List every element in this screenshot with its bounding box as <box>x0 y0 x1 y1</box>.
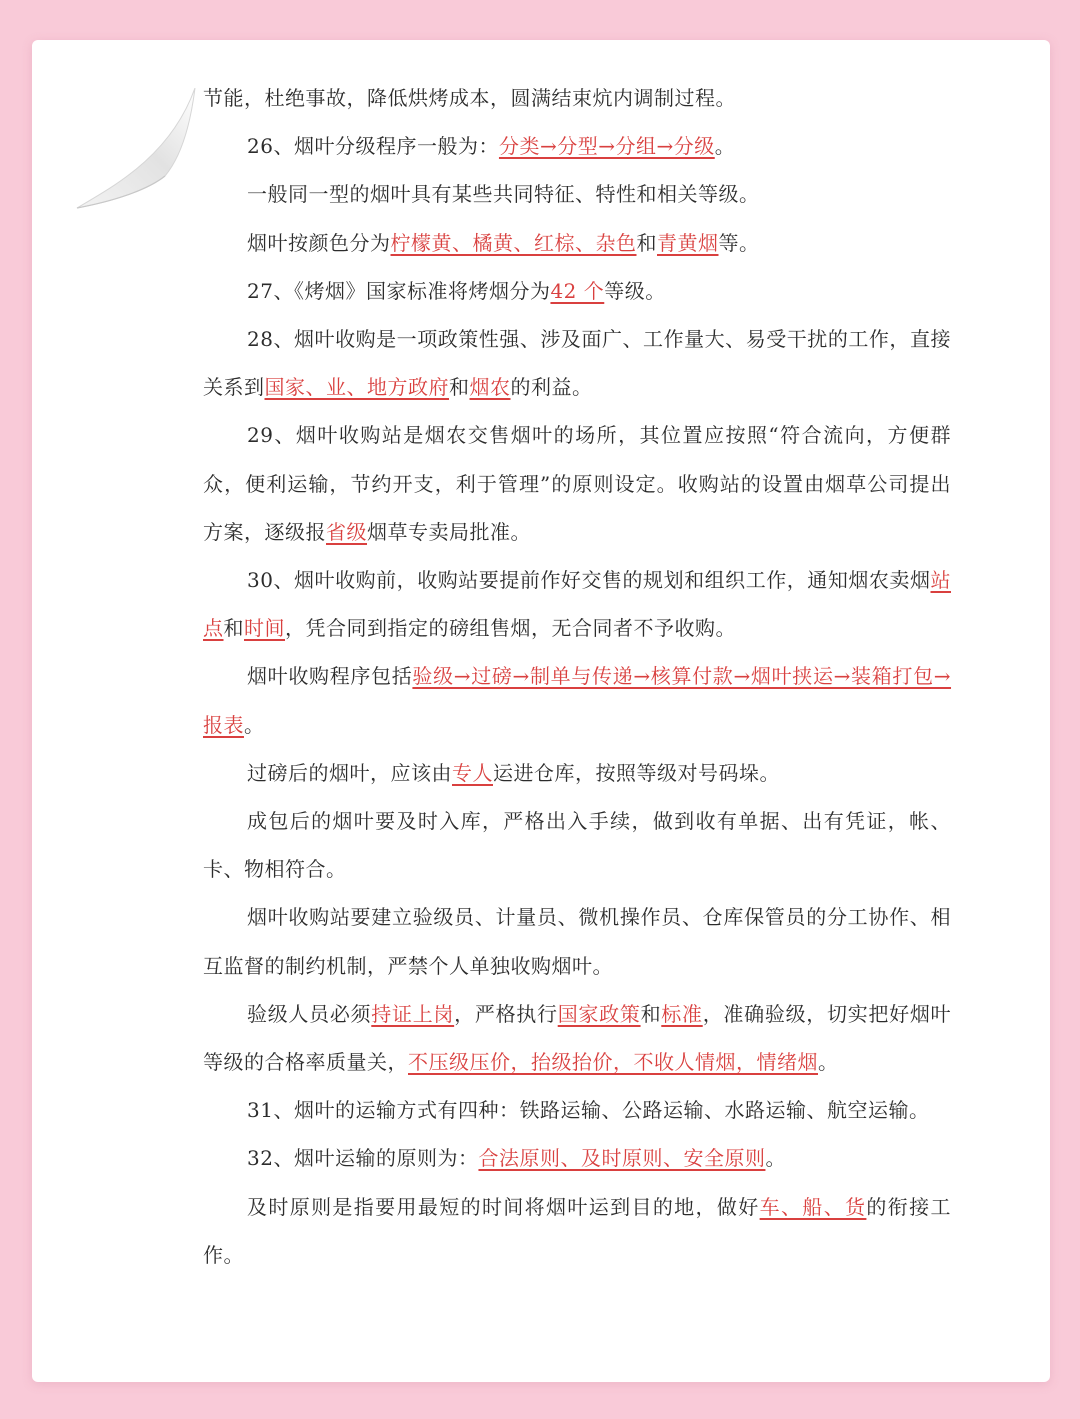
paragraph <box>203 122 951 170</box>
paragraph <box>203 749 951 797</box>
highlighted-answer: 验级→过磅→制单与传递→核算付款→烟叶挟运→装箱打包→报表 <box>203 664 952 737</box>
text-segment: 。 <box>244 712 265 737</box>
document-body <box>203 74 951 1279</box>
highlighted-answer: 专人 <box>452 760 493 785</box>
text-segment: 运进仓库，按照等级对号码垛。 <box>493 760 780 785</box>
paragraph <box>203 990 951 1086</box>
text-segment: 30、烟叶收购前，收购站要提前作好交售的规划和组织工作，通知烟农卖烟 <box>247 568 931 593</box>
highlighted-answer: 持证上岗 <box>371 1001 455 1026</box>
paragraph <box>203 556 951 652</box>
text-segment: 及时原则是指要用最短的时间将烟叶运到目的地，做好 <box>247 1194 760 1219</box>
highlighted-answer: 国家政策 <box>557 1001 641 1026</box>
text-segment: 26、烟叶分级程序一般为： <box>247 134 499 159</box>
text-segment: 节能，杜绝事故，降低烘烤成本，圆满结束炕内调制过程。 <box>203 86 736 110</box>
paragraph <box>203 797 951 893</box>
text-segment: 27、《烤烟》国家标准将烤烟分为 <box>247 278 551 303</box>
text-segment: 。 <box>818 1050 839 1075</box>
highlighted-answer: 标准 <box>661 1001 703 1026</box>
text-segment: 和 <box>636 230 657 255</box>
text-segment: 和 <box>223 616 244 641</box>
highlighted-answer: 青黄烟 <box>657 230 719 255</box>
text-segment: 烟草专卖局批准。 <box>367 519 531 544</box>
paragraph <box>203 74 951 122</box>
text-segment: 和 <box>449 375 470 400</box>
text-segment: 。 <box>765 1146 786 1171</box>
page-curl-decoration <box>40 88 200 214</box>
text-segment: ，准确验级，切实把好烟叶等级的合格率质量关， <box>203 1001 952 1075</box>
text-segment: 烟叶收购程序包括 <box>247 664 413 689</box>
text-segment: 29、烟叶收购站是烟农交售烟叶的场所，其位置应按照“符合流向，方便群众，便利运输，节约开支，利于管理”的原则设定。收购站的设置由烟草公司提出方案，逐级报 <box>203 423 951 544</box>
highlighted-answer: 合法原则、及时原则、安全原则 <box>478 1146 766 1171</box>
highlighted-answer: 分类→分型→分组→分级 <box>498 134 715 159</box>
text-segment: 一般同一型的烟叶具有某些共同特征、特性和相关等级。 <box>247 182 760 207</box>
text-segment: 验级人员必须 <box>247 1001 372 1026</box>
text-segment: 的利益。 <box>510 375 593 400</box>
highlighted-answer: 时间 <box>244 616 285 641</box>
paragraph <box>203 652 951 748</box>
highlighted-answer: 42 个 <box>550 278 605 303</box>
text-segment: 等。 <box>718 230 760 255</box>
text-segment: 和 <box>640 1001 662 1026</box>
highlighted-answer: 国家、业、地方政府 <box>264 375 449 400</box>
paragraph <box>203 1134 951 1182</box>
text-segment: ，凭合同到指定的磅组售烟，无合同者不予收购。 <box>285 616 736 641</box>
paragraph <box>203 267 951 315</box>
highlighted-answer: 车、船、货 <box>759 1194 867 1219</box>
highlighted-answer: 省级 <box>326 519 367 544</box>
paragraph <box>203 170 951 218</box>
text-segment: 32、烟叶运输的原则为： <box>247 1146 479 1171</box>
highlighted-answer: 烟农 <box>469 375 511 400</box>
paragraph <box>203 219 951 267</box>
text-segment: 28、烟叶收购是一项政策性强、涉及面广、工作量大、易受干扰的工作，直接关系到 <box>203 327 951 400</box>
text-segment: 过磅后的烟叶，应该由 <box>247 760 452 785</box>
text-segment: 成包后的烟叶要及时入库，严格出入手续，做到收有单据、出有凭证，帐、卡、物相符合。 <box>203 809 951 882</box>
text-segment: 。 <box>714 134 736 159</box>
highlighted-answer: 柠檬黄、橘黄、红棕、杂色 <box>390 230 637 255</box>
paragraph <box>203 411 951 556</box>
highlighted-answer: 站点 <box>203 568 951 641</box>
highlighted-answer: 不压级压价，抬级抬价，不收人情烟，情绪烟 <box>408 1050 818 1075</box>
text-segment: 等级。 <box>604 278 666 303</box>
text-segment: ，严格执行 <box>454 1001 558 1026</box>
paragraph <box>203 893 951 989</box>
text-segment: 的衔接工作。 <box>203 1194 951 1267</box>
paragraph <box>203 1183 951 1279</box>
paragraph <box>203 315 951 411</box>
paragraph <box>203 1086 951 1134</box>
text-segment: 烟叶收购站要建立验级员、计量员、微机操作员、仓库保管员的分工协作、相互监督的制约机制，严禁个人单独收购烟叶。 <box>203 905 951 978</box>
text-segment: 烟叶按颜色分为 <box>247 230 391 255</box>
text-segment: 31、烟叶的运输方式有四种：铁路运输、公路运输、水路运输、航空运输。 <box>247 1098 930 1123</box>
